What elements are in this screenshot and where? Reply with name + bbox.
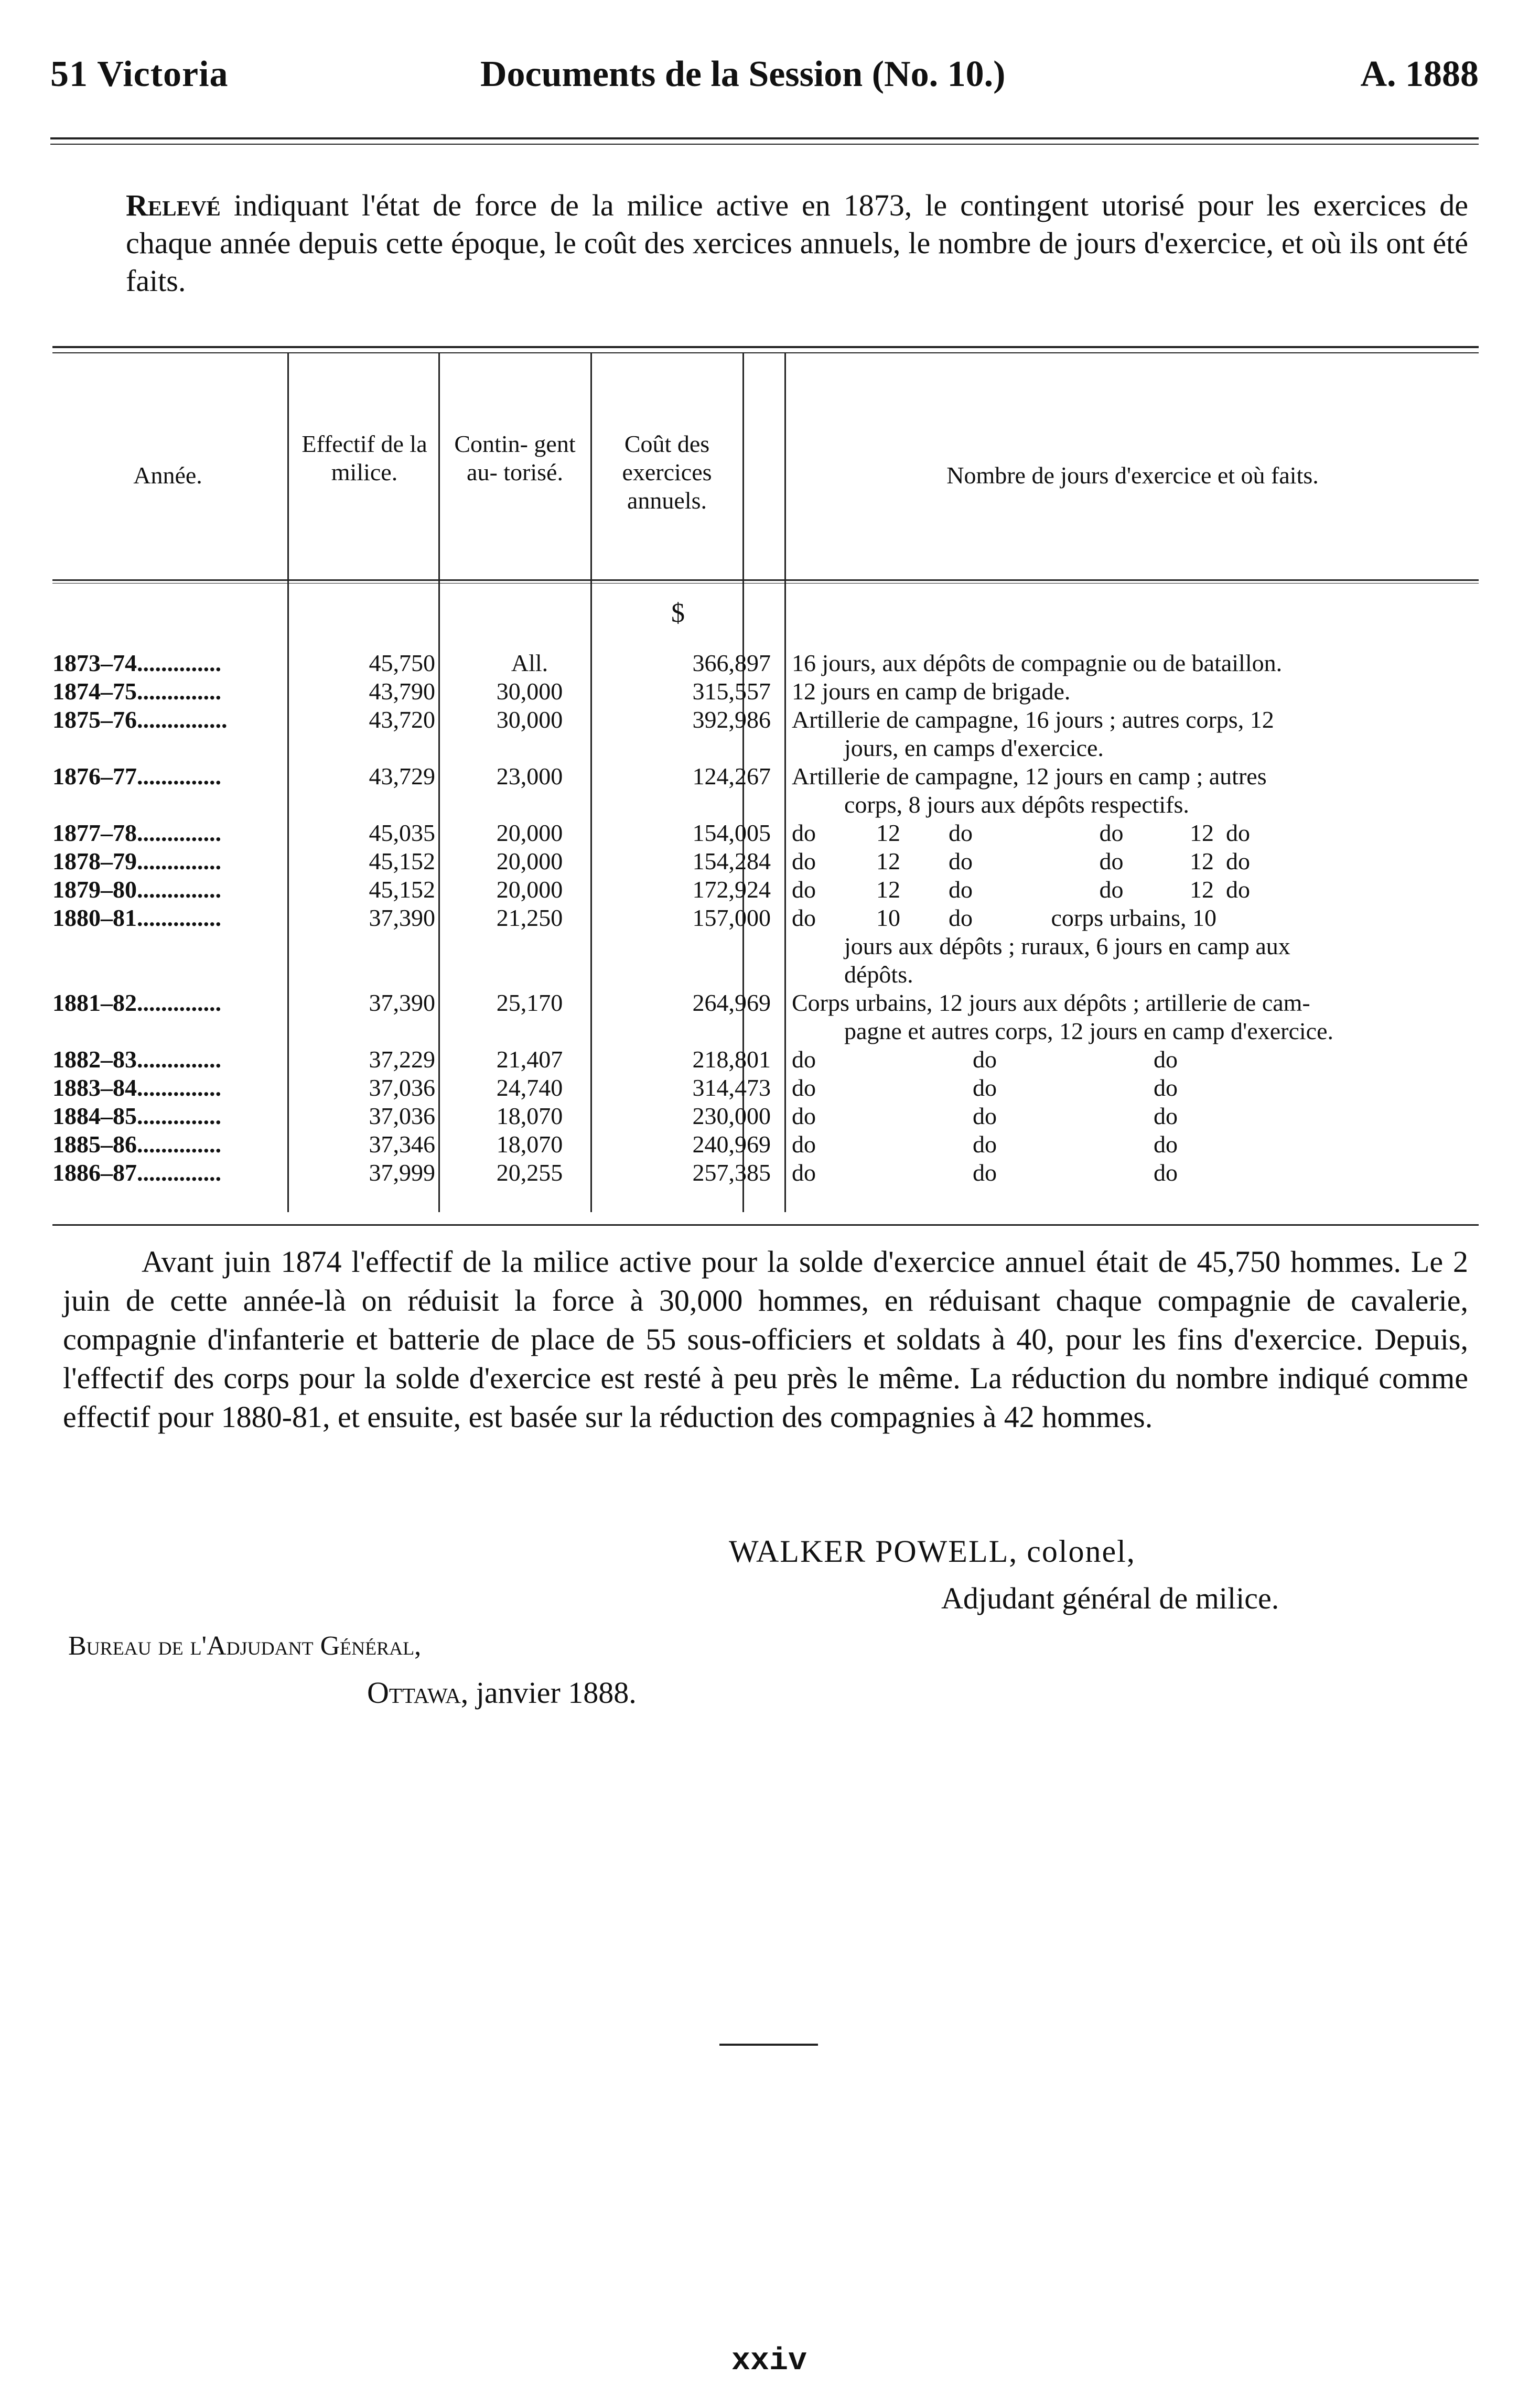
cell-cout: 314,473: [692, 1074, 771, 1101]
cell-effectif: 37,346: [369, 1131, 435, 1158]
jours-line: do do do: [792, 1131, 1178, 1158]
header-left: 51 Victoria: [50, 54, 229, 94]
cell-cout: 124,267: [692, 763, 771, 790]
cell-annee: 1879–80..............: [52, 876, 221, 903]
column-divider: [438, 352, 440, 1212]
page-number: xxiv: [731, 2344, 807, 2379]
cell-jours: [792, 762, 1468, 819]
header-rule: [50, 137, 1479, 145]
cell-contingent: 18,070: [496, 1131, 563, 1158]
cell-annee: 1877–78..............: [52, 819, 221, 846]
cell-effectif: 37,036: [369, 1103, 435, 1129]
cell-jours: [792, 1102, 1468, 1130]
cell-jours: [792, 847, 1468, 876]
cell-effectif: 43,720: [369, 706, 435, 733]
cell-annee: 1875–76...............: [52, 706, 228, 733]
cell-contingent: 30,000: [496, 678, 563, 705]
cell-annee: 1874–75..............: [52, 678, 221, 705]
cell-jours: [792, 677, 1468, 706]
jours-line: do do do: [792, 1159, 1178, 1186]
header-right: A. 1888: [1360, 54, 1479, 94]
cell-contingent: 21,407: [496, 1046, 563, 1073]
cell-jours: [792, 904, 1468, 989]
jours-line: do do do: [792, 1074, 1178, 1101]
cell-annee: 1873–74..............: [52, 650, 221, 676]
jours-line: jours, en camps d'exercice.: [844, 735, 1104, 761]
running-header: [50, 53, 1479, 101]
paragraph-text: Avant juin 1874 l'effectif de la milice active pour la solde d'exercice annuel était de 45,750 hommes. Le 2 juin de cette année-là on réduisit la force à 30,000 hommes, en réduisant chaque compagnie de cavalerie, compagnie d'infanterie et batterie de place de 55 sous-officiers et soldats à 40, pour les fins d'exercice. Depuis, l'effectif des corps pour la solde d'exercice est resté à peu près le même. La réduction du nombre indiqué comme effectif pour 1880-81, et ensuite, est basée sur la réduction des compagnies à 42 hommes.: [63, 1245, 1468, 1434]
cell-effectif: 37,229: [369, 1046, 435, 1073]
jours-line: do do do: [792, 1103, 1178, 1129]
cell-effectif: 45,152: [369, 848, 435, 874]
header-contingent: Contin- gent au- torisé.: [454, 430, 576, 485]
jours-line: do 12 do do 12 do: [792, 848, 1250, 874]
jours-line: jours aux dépôts ; ruraux, 6 jours en camp aux: [844, 933, 1290, 959]
currency-symbol: $: [671, 598, 685, 628]
jours-line: do 12 do do 12 do: [792, 819, 1250, 846]
cell-jours: [792, 1045, 1468, 1074]
table-top-rule: [52, 346, 1479, 353]
cell-jours: [792, 1130, 1468, 1159]
cell-annee: 1883–84..............: [52, 1074, 221, 1101]
cell-effectif: 45,152: [369, 876, 435, 903]
header-annee: Année.: [133, 462, 202, 489]
cell-annee: 1876–77..............: [52, 763, 221, 790]
cell-cout: 257,385: [692, 1159, 771, 1186]
jours-line: Artillerie de campagne, 16 jours ; autres corps, 12: [792, 706, 1274, 733]
header-effectif: Effectif de la milice.: [302, 430, 427, 485]
cell-effectif: 37,390: [369, 989, 435, 1016]
cell-cout: 392,986: [692, 706, 771, 733]
header-bottom-rule-thin: [52, 583, 1479, 584]
signature-title: Adjudant général de milice.: [941, 1581, 1279, 1615]
cell-contingent: 30,000: [496, 706, 563, 733]
cell-contingent: 24,740: [496, 1074, 563, 1101]
jours-line: 12 jours en camp de brigade.: [792, 678, 1071, 705]
cell-contingent: 21,250: [496, 904, 563, 931]
cell-jours: [792, 819, 1468, 847]
cell-cout: 240,969: [692, 1131, 771, 1158]
cell-jours: [792, 649, 1468, 677]
cell-jours: [792, 1074, 1468, 1102]
place: Ottawa,: [367, 1676, 469, 1710]
cell-cout: 172,924: [692, 876, 771, 903]
statistics-table: [52, 346, 1479, 1227]
header-cout: Coût des exercices annuels.: [622, 430, 712, 514]
jours-line: corps, 8 jours aux dépôts respectifs.: [844, 791, 1189, 818]
signature-name: WALKER POWELL, colonel,: [729, 1534, 1136, 1569]
jours-line: do 10 do corps urbains, 10: [792, 904, 1217, 931]
cell-contingent: 20,000: [496, 848, 563, 874]
table-bottom-rule: [52, 1224, 1479, 1226]
cell-cout: 218,801: [692, 1046, 771, 1073]
cell-cout: 154,005: [692, 819, 771, 846]
jours-line: do 12 do do 12 do: [792, 876, 1250, 903]
cell-effectif: 37,390: [369, 904, 435, 931]
explanatory-paragraph: [63, 1243, 1468, 1437]
jours-line: Artillerie de campagne, 12 jours en camp ; autres: [792, 763, 1267, 790]
cell-cout: 366,897: [692, 650, 771, 676]
intro-paragraph: [126, 187, 1468, 300]
cell-jours: [792, 989, 1468, 1045]
cell-contingent: 23,000: [496, 763, 563, 790]
cell-jours: [792, 876, 1468, 904]
cell-annee: 1880–81..............: [52, 904, 221, 931]
cell-contingent: All.: [511, 650, 548, 676]
cell-cout: 264,969: [692, 989, 771, 1016]
cell-contingent: 20,255: [496, 1159, 563, 1186]
cell-effectif: 45,750: [369, 650, 435, 676]
cell-effectif: 37,999: [369, 1159, 435, 1186]
jours-line: do do do: [792, 1046, 1178, 1073]
cell-annee: 1884–85..............: [52, 1103, 221, 1129]
intro-text: indiquant l'état de force de la milice active en 1873, le contingent utorisé pour les exercices de chaque année depuis cette époque, le coût des xercices annuels, le nombre de jours d'exercice, et où ils ont été faits.: [126, 188, 1468, 298]
cell-annee: 1881–82..............: [52, 989, 221, 1016]
column-divider: [287, 352, 289, 1212]
bureau-line: Bureau de l'Adjudant Général,: [68, 1631, 422, 1661]
cell-jours: [792, 1159, 1468, 1187]
cell-annee: 1886–87..............: [52, 1159, 221, 1186]
cell-contingent: 20,000: [496, 876, 563, 903]
cell-annee: 1878–79..............: [52, 848, 221, 874]
column-divider: [784, 352, 786, 1212]
closing-rule: [719, 2044, 818, 2046]
cell-effectif: 37,036: [369, 1074, 435, 1101]
date: janvier 1888.: [468, 1676, 637, 1710]
cell-cout: 230,000: [692, 1103, 771, 1129]
header-center: Documents de la Session (No. 10.): [480, 54, 1006, 94]
cell-contingent: 18,070: [496, 1103, 563, 1129]
cell-contingent: 25,170: [496, 989, 563, 1016]
cell-annee: 1885–86..............: [52, 1131, 221, 1158]
cell-cout: 315,557: [692, 678, 771, 705]
place-date: [367, 1675, 637, 1710]
cell-jours: [792, 706, 1468, 762]
cell-effectif: 43,729: [369, 763, 435, 790]
jours-line: pagne et autres corps, 12 jours en camp d'exercice.: [844, 1018, 1334, 1044]
jours-line: Corps urbains, 12 jours aux dépôts ; artillerie de cam-: [792, 989, 1310, 1016]
jours-line: 16 jours, aux dépôts de compagnie ou de bataillon.: [792, 650, 1283, 676]
cell-effectif: 43,790: [369, 678, 435, 705]
cell-contingent: 20,000: [496, 819, 563, 846]
header-bottom-rule: [52, 579, 1479, 581]
intro-lead: Relevé: [126, 188, 221, 222]
header-jours: Nombre de jours d'exercice et où faits.: [946, 462, 1319, 489]
cell-cout: 157,000: [692, 904, 771, 931]
cell-annee: 1882–83..............: [52, 1046, 221, 1073]
cell-cout: 154,284: [692, 848, 771, 874]
cell-effectif: 45,035: [369, 819, 435, 846]
jours-line: dépôts.: [844, 961, 913, 988]
